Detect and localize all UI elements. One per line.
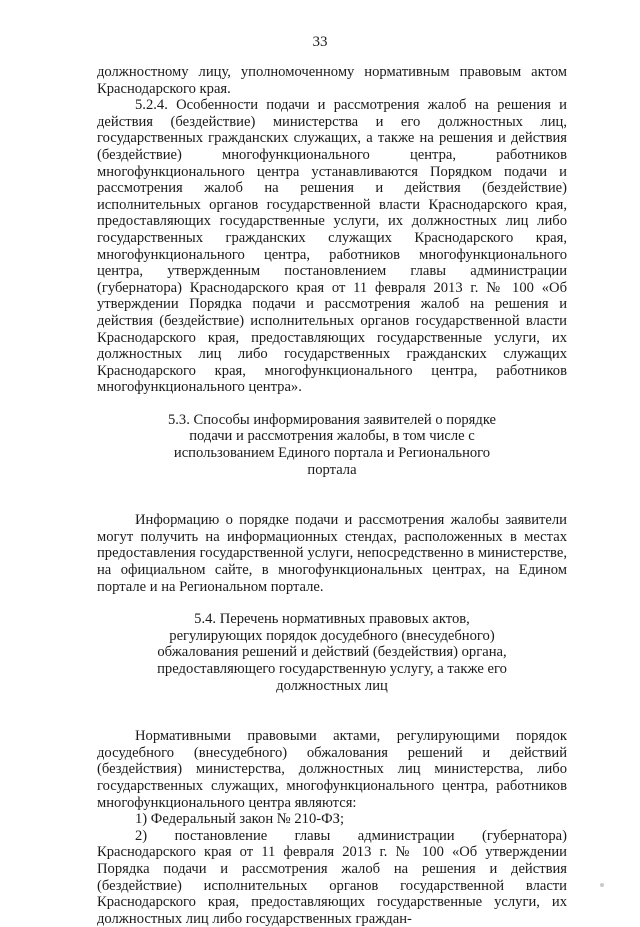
spacer: [97, 595, 567, 611]
document-body: [97, 64, 567, 927]
list-item-2: 2) постановление главы администрации (губернатора) Краснодарского края от 11 февраля 2013 г. № 100 «Об утверждении Порядка подачи и рассмотрения жалоб на решения и действия (бездействие) исполнительных органов государственной власти Краснодарского края, предоставляющих государственные услуги, их должностных лиц либо государственных граждан-: [97, 827, 567, 927]
paragraph-continuation: должностному лицу, уполномоченному нормативным правовым актом Краснодарского края.: [97, 64, 567, 97]
list-item-1: 1) Федеральный закон № 210-ФЗ;: [135, 811, 345, 828]
paragraph-5-2-4: 5.2.4. Особенности подачи и рассмотрения жалоб на решения и действия (бездействие) министерства и его должностных лиц, государственных гражданских служащих, а также на решения и действия (бездействие) многофункционального центра, работников многофункционального центра устанавливаются Порядком подачи и рассмотрения жалоб на решения и действия (бездействие) исполнительных органов государственной власти Краснодарского края, предоставляющих государственные услуги, их должностных лиц либо государственных гражданских служащих Краснодарского края, многофункционального центра, работников многофункционального центра, утвержденным постановлением главы администрации (губернатора) Краснодарского края от 11 февраля 2013 г. № 100 «Об утверждении Порядка подачи и рассмотрения жалоб на решения и действия (бездействие) исполнительных органов государственной власти Краснодарского края, предоставляющих государственные услуги, их должностных лиц либо государственных гражданских служащих Краснодарского края, многофункционального центра, работников многофункционального центра».: [97, 97, 567, 396]
section-heading-5-4: 5.4. Перечень нормативных правовых актов, регулирующих порядок досудебного (внесудебного) обжалования решений и действий (бездействия) органа, предоставляющего государственную услугу, а также его должностных лиц: [157, 611, 507, 694]
paragraph-5-4-body: Нормативными правовыми актами, регулирующими порядок досудебного (внесудебного) обжалования решений и действий (бездействия) министерства, должностных лиц министерства, либо государственных служащих, многофункционального центра, работников многофункционального центра являются:: [97, 728, 567, 811]
section-heading-5-3: 5.3. Способы информирования заявителей о порядке подачи и рассмотрения жалобы, в том числе с использованием Единого портала и Регионального портала: [167, 411, 497, 478]
paragraph-5-3-body: Информацию о порядке подачи и рассмотрения жалобы заявители могут получить на информационных стендах, расположенных в местах предоставления государственной услуги, непосредственно в министерстве, на официальном сайте, в многофункциональных центрах, на Едином портале и на Региональном портале.: [97, 512, 567, 595]
page-number: 33: [312, 34, 328, 50]
spacer: [97, 396, 567, 412]
spacer: [97, 694, 567, 728]
spacer: [97, 478, 567, 512]
scan-dot: [600, 883, 604, 887]
